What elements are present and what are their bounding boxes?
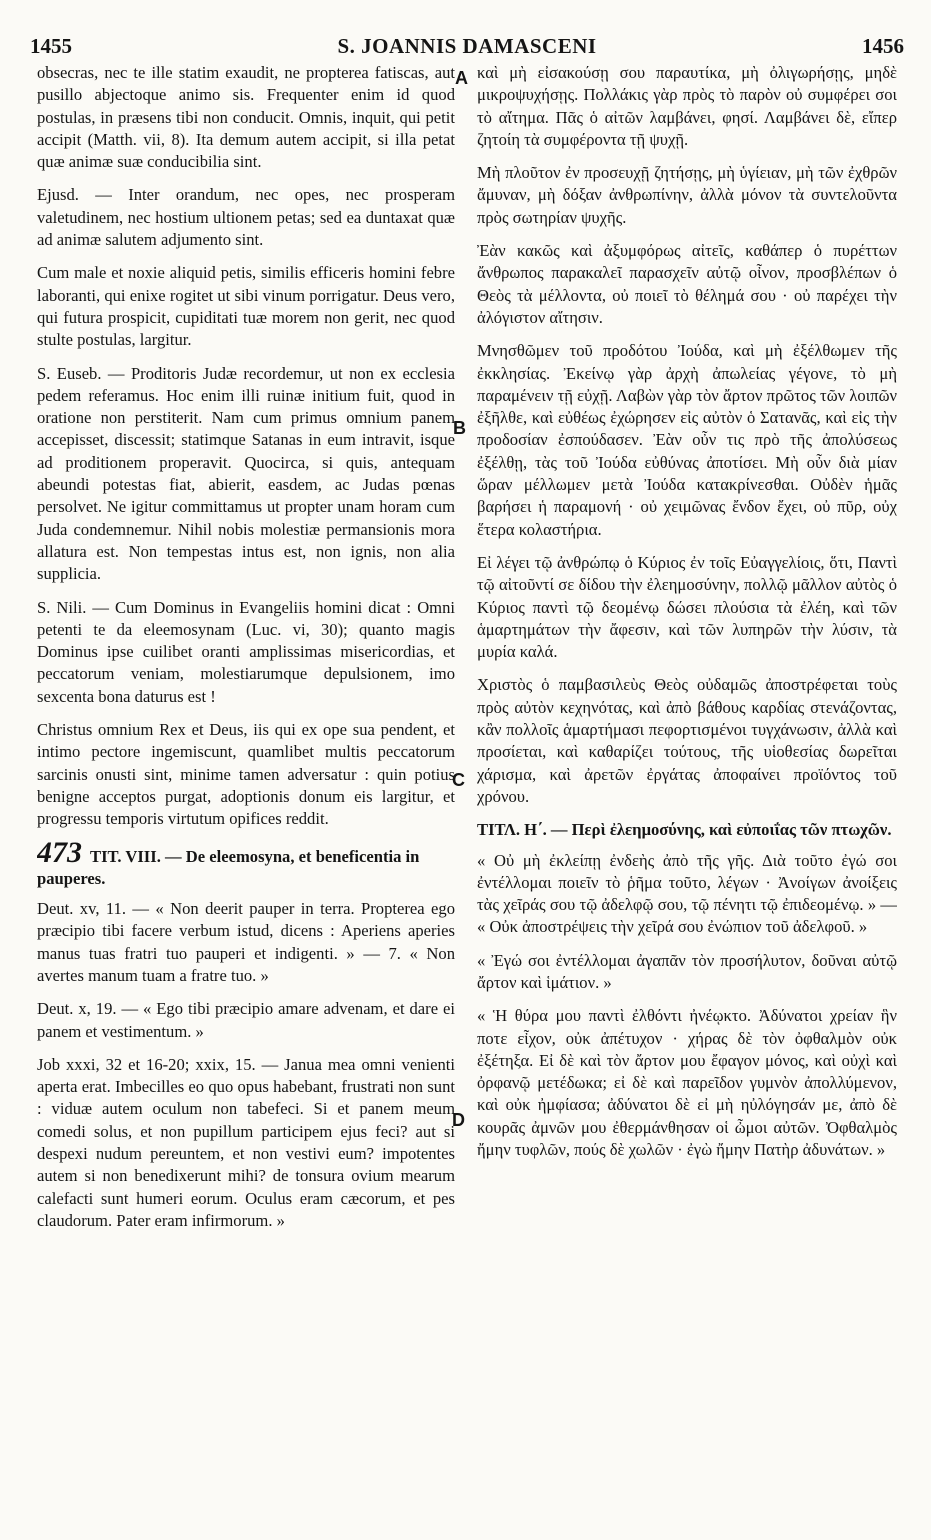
greek-section-heading: ΤΙΤΛ. Η΄. — Περὶ ἐλεημοσύνης, καὶ εὐποιΐας τῶν πτωχῶν.: [477, 820, 892, 840]
greek-paragraph: Μνησθῶμεν τοῦ προδότου Ἰούδα, καὶ μὴ ἐξέλθωμεν τῆς ἐκκλησίας. Ἐκείνῳ γὰρ ἀρχὴ ἀπωλείας γέγονε, τὸ μὴ παραμένειν τῇ εὐχῇ. Λαβὼν γὰρ τὸν ἄρτον πρῶτος τῶν λοιπῶν ἐξῆλθε, καὶ εὐθέως ἐχώρησεν εἰς αὐτὸν ὁ Σατανᾶς, καὶ εἰς τὴν προδοσίαν ἐσπούδασεν. Ἐὰν οὖν τις πρὸ τῆς ἀπολύσεως ἐξέλθῃ, τὰς τοῦ Ἰούδα εὐθύνας ἀποτίσει. Μὴ οὖν διὰ μίαν ὥραν μέλλωμεν μετὰ Ἰούδα κατακρίνεσθαι. Οὐδὲν ἡμᾶς βαρήσει ἡ παραμονή · οὐ χειμῶνας ἔνδον ἔχει, οὐ πῦρ, οὐχ ἕτερα κολαστήρια.: [477, 341, 897, 539]
latin-paragraph: S. Nili. — Cum Dominus in Evangeliis homini dicat : Omni petenti te da eleemosynam (Luc. vi, 30); quanto magis Dominus ipse cuilibet oranti amplissimas misericordias, et peccatorum veniam, molestiarumque depulsionem, imo sexcenta bona daturus est !: [37, 597, 455, 706]
page-number-left: 1455: [30, 34, 72, 58]
latin-section-title: TIT. VIII. — De eleemosyna, et beneficentia in pauperes.: [37, 846, 420, 888]
section-number: 473: [37, 835, 82, 869]
latin-paragraph: Job xxxi, 32 et 16-20; xxix, 15. — Janua mea omni venienti aperta erat. Imbecilles eo quo opus habebant, frustrati non sunt : viduæ autem oculum non tabefeci. Si et panem meum comedi solus, et non pupillum participem ejus feci? aut si despexi nudum pereuntem, et non vestivi eum? impotentes autem si non benedixerunt mihi? de tonsura ovium mearum calefacti sunt humeri eorum. Oculus eram cæcorum, et pes claudorum. Pater eram infirmorum. »: [37, 1054, 455, 1230]
greek-column: [477, 62, 897, 1532]
greek-paragraph: Εἰ λέγει τῷ ἀνθρώπῳ ὁ Κύριος ἐν τοῖς Εὐαγγελίοις, ὅτι, Παντὶ τῷ αἰτοῦντί σε δίδου τὴν ἐλεημοσύνην, πολλῷ μᾶλλον αὐτὸς ὁ Κύριος παντὶ τῷ δεομένῳ δώσει πλούσια τὰ ἐλέη, καὶ τῶν ἁμαρτημάτων τὴν ἄφεσιν, καὶ τῶν λυπηρῶν τὴν λύσιν, τὰ μυρία καλά.: [477, 552, 897, 662]
greek-paragraph: « Ἡ θύρα μου παντὶ ἐλθόντι ἠνέῳκτο. Ἀδύνατοι χρείαν ἣν ποτε εἶχον, οὐκ ἀπέτυχον · χήρας δὲ τὸν ὀφθαλμὸν οὐκ ἐξέτηξα. Εἰ δὲ καὶ τὸν ἄρτον μου ἔφαγον μόνος, καὶ οὐχὶ καὶ ὀρφανῷ μετέδωκα; εἰ δὲ καὶ παρεῖδον γυμνὸν ἀπολλύμενον, καὶ οὐκ ἠμφίασα; ἀδύνατοι δὲ εἰ μὴ ηὐλόγησάν με, ἀπὸ δὲ κουρᾶς ἀμνῶν μου ἐθερμάνθησαν οἱ ὦμοι αὐτῶν. Ὀφθαλμὸς ἤμην τυφλῶν, πούς δὲ χωλῶν · ἐγὼ ἤμην Πατὴρ ἀδυνάτων. »: [477, 1006, 897, 1160]
latin-paragraph: Cum male et noxie aliquid petis, similis efficeris homini febre laboranti, qui enixe rogitet ut sibi vinum porrigatur. Deus vero, qui futura prospicit, cupiditati tuæ morem non gerit, nec quod stulte postulas, largitur.: [37, 263, 455, 350]
margin-letter-d: D: [452, 1110, 465, 1130]
greek-paragraph: « Οὐ μὴ ἐκλείπῃ ἐνδεὴς ἀπὸ τῆς γῆς. Διὰ τοῦτο ἐγώ σοι ἐντέλλομαι ποιεῖν τὸ ῥῆμα τοῦτο, λέγων · Ἀνοίγων ἀνοίξεις τὰς χεῖράς σου τῷ ἀδελφῷ σου, τῷ πένητι τῷ ἐπιδεομένῳ. » — « Οὐκ ἀποστρέψεις τὴν χεῖρά σου ἐνώπιον τοῦ ἀδελφοῦ. »: [477, 850, 897, 937]
margin-letter-c: C: [452, 770, 465, 790]
page-number-right: 1456: [862, 34, 904, 58]
latin-paragraph: Deut. x, 19. — « Ego tibi præcipio amare advenam, et dare ei panem et vestimentum. »: [37, 999, 455, 1041]
greek-paragraph: καὶ μὴ εἰσακούσῃ σου παραυτίκα, μὴ ὀλιγωρήσῃς, μηδὲ μικροψυχήσῃς. Πολλάκις γὰρ πρὸς τὸ παρὸν οὐ συμφέρει σοι τὸ αἴτημα. Πᾶς ὁ αἰτῶν λαμβάνει, φησί. Λαμβάνει δὲ, εἴπερ ζητοίη τὰ συμφέροντα τῇ ψυχῇ.: [477, 63, 897, 149]
margin-letter-b: B: [453, 418, 466, 438]
latin-paragraph: Christus omnium Rex et Deus, iis qui ex ope sua pendent, et intimo pectore ingemiscunt, quamlibet multis peccatorum sarcinis onusti sint, minime tamen adversatur : quin potius benigne acceptos purgat, adoptionis donum eis largitur, et progressu temporis virtutum opifices reddit.: [37, 720, 455, 829]
margin-letter-a: A: [455, 68, 468, 88]
latin-paragraph: obsecras, nec te ille statim exaudit, ne propterea fatiscas, aut pusillo abjectoque animo sis. Frequenter enim id quod postulas, in præsens tibi non conducit. Omnis, inquit, qui petit accipit (Matth. vii, 8). Ita demum autem accipit, si illa petat quæ animæ suæ conducibilia sint.: [37, 63, 455, 172]
latin-paragraph: Ejusd. — Inter orandum, nec opes, nec prosperam valetudinem, nec hostium ultionem petas; sed ea duntaxat quæ ad animæ salutem adjumento sint.: [37, 185, 455, 250]
greek-paragraph: Ἐὰν κακῶς καὶ ἀξυμφόρως αἰτεῖς, καθάπερ ὁ πυρέττων ἄνθρωπος παρακαλεῖ παρασχεῖν αὐτῷ οἶνον, προσβλέπων ὁ Θεὸς τὰ μέλλοντα, οὐ ποιεῖ τὸ θέλημά σου · οὐ παρέχει τὴν ἀλόγιστον αἴτησιν.: [477, 241, 897, 327]
greek-paragraph: Χριστὸς ὁ παμβασιλεὺς Θεὸς οὐδαμῶς ἀποστρέφεται τοὺς πρὸς αὐτὸν κεχηνότας, καὶ ἀπὸ βάθους καρδίας στενάζοντας, κἂν πολλοῖς ἁμαρτήμασι πεφορτισμένοι τυγχάνωσιν, ἀλλὰ καὶ προσίεται, καὶ καθαρίζει τούτους, τῆς υἱοθεσίας δωρεῖται χάρισμα, καὶ ἀρετῶν ἐργάτας ἀποφαίνει προϊόντος τοῦ χρόνου.: [477, 675, 897, 806]
greek-paragraph: Μὴ πλοῦτον ἐν προσευχῇ ζητήσῃς, μὴ ὑγίειαν, μὴ τῶν ἐχθρῶν ἄμυναν, μὴ δόξαν ἀνθρωπίνην, ἀλλὰ μόνον τὰ συντελοῦντα πρὸς σωτηρίαν ψυχῆς.: [477, 163, 897, 227]
running-title: S. JOANNIS DAMASCENI: [337, 34, 597, 58]
latin-column: [37, 62, 455, 1532]
page-header: [30, 30, 904, 66]
latin-paragraph: S. Euseb. — Proditoris Judæ recordemur, ut non ex ecclesia pedem referamus. Hoc enim illi ruinæ initium fuit, quod in oratione non perstiterit. Nam cum primus omnium panem accepisset, discessit; statimque Satanas in eum intravit, isque ad proditionem properavit. Quocirca, si quis, antequam abeundi potestas fiat, abierit, easdem, ac Judas pœnas persolvet. Ne igitur committamus ut propter unam horam cum Juda condemnemur. Nihil nobis molestiæ permansionis mora allatura est. Non tempestas intus est, non ignis, non alia supplicia.: [37, 363, 455, 584]
greek-paragraph: « Ἐγώ σοι ἐντέλλομαι ἀγαπᾶν τὸν προσήλυτον, δοῦναι αὐτῷ ἄρτον καὶ ἱμάτιον. »: [477, 950, 897, 992]
latin-section-heading: [37, 835, 455, 891]
latin-paragraph: Deut. xv, 11. — « Non deerit pauper in terra. Propterea ego præcipio tibi facere verbum istud, dicens : Aperiens aperies manus tuas fratri tuo pauperi et indigenti. » — 7. « Non avertes manum tuam a fratre tuo. »: [37, 899, 455, 985]
